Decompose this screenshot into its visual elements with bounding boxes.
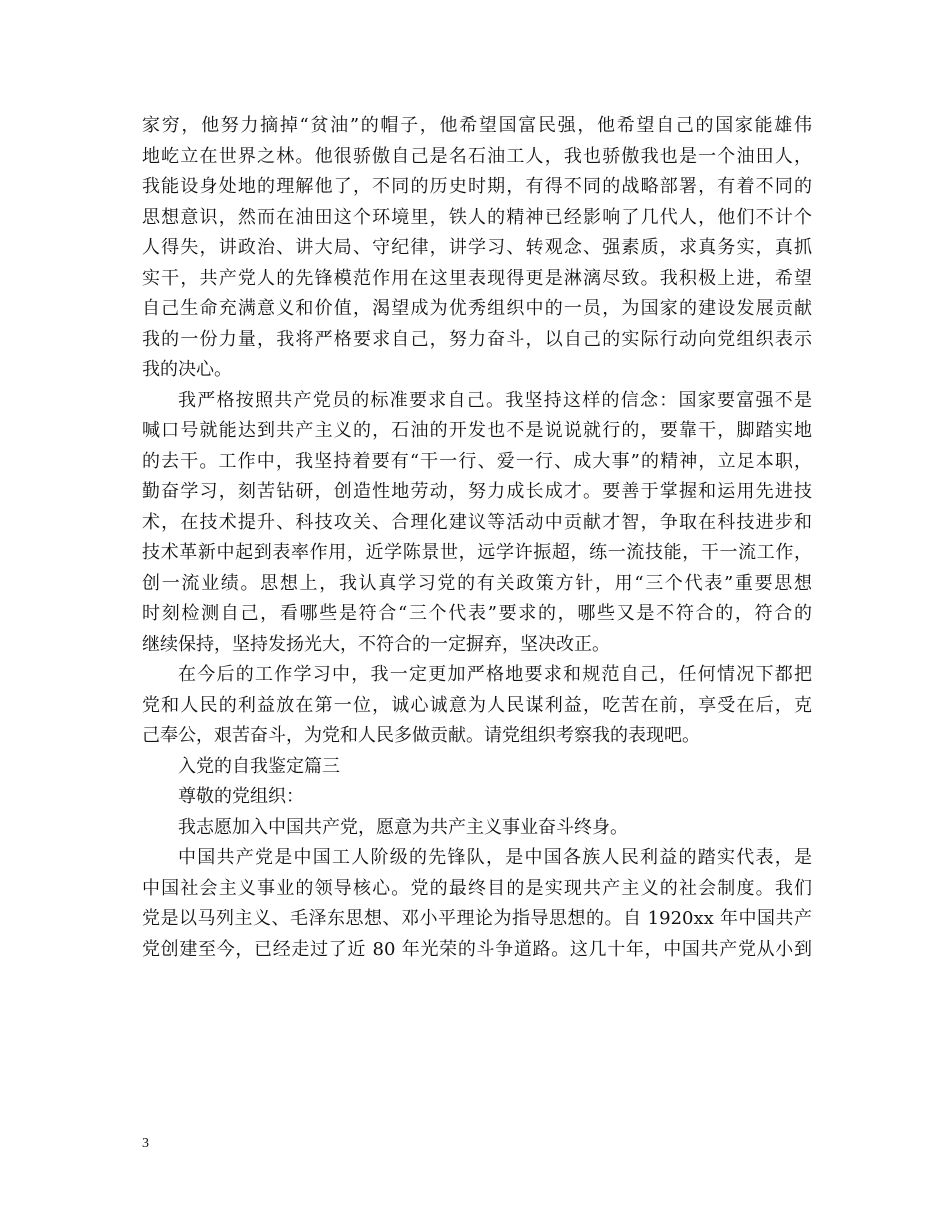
- text-line-3: 我能设身处地的理解他了，不同的历史时期，有得不同的战略部署，有着不同的: [142, 176, 812, 197]
- text-line-15: 技术革新中起到表率作用，近学陈景世，远学许振超，练一流技能，干一流工作，: [142, 542, 812, 563]
- text-line-7: 自己生命充满意义和价值，渴望成为优秀组织中的一员，为国家的建设发展贡献: [142, 298, 812, 319]
- text-line-13: 勤奋学习，刻苦钻研，创造性地劳动，努力成长成才。要善于掌握和运用先进技: [142, 481, 812, 502]
- text-line-10: 我严格按照共产党员的标准要求自己。我坚持这样的信念：国家要富强不是: [178, 389, 812, 411]
- text-line-21: 己奉公，艰苦奋斗，为党和人民多做贡献。请党组织考察我的表现吧。: [142, 725, 700, 746]
- text-line-16: 创一流业绩。思想上，我认真学习党的有关政策方针，用“三个代表”重要思想: [142, 572, 812, 594]
- text-line-8: 我的一份力量，我将严格要求自己，努力奋斗，以自己的实际行动向党组织表示: [142, 328, 812, 350]
- text-line-27: 党是以马列主义、毛泽东思想、邓小平理论为指导思想的。自 1920xx 年中国共产: [142, 908, 812, 929]
- text-line-18: 继续保持，坚持发扬光大，不符合的一定摒弃，坚决改正。: [142, 633, 610, 655]
- text-line-20: 党和人民的利益放在第一位，诚心诚意为人民谋利益，吃苦在前，享受在后，克: [142, 694, 812, 716]
- text-line-11: 喊口号就能达到共产主义的，石油的开发也不是说说就行的，要靠干，脚踏实地: [142, 420, 812, 441]
- text-line-4: 思想意识，然而在油田这个环境里，铁人的精神已经影响了几代人，他们不计个: [142, 206, 812, 228]
- text-line-17: 时刻检测自己，看哪些是符合“三个代表”要求的，哪些又是不符合的，符合的: [142, 603, 812, 624]
- body-text: [142, 111, 812, 965]
- text-line-12: 的去干。工作中，我坚持着要有“干一行、爱一行、成大事”的精神，立足本职，: [142, 450, 812, 472]
- text-line-26: 中国社会主义事业的领导核心。党的最终目的是实现共产主义的社会制度。我们: [142, 877, 812, 899]
- text-line-9: 我的决心。: [142, 359, 232, 380]
- section-heading: 入党的自我鉴定篇三: [178, 755, 340, 777]
- text-line-1: 家穷，他努力摘掉“贫油”的帽子，他希望国富民强，他希望自己的国家能雄伟: [142, 115, 812, 136]
- text-line-6: 实干，共产党人的先锋模范作用在这里表现得更是淋漓尽致。我积极上进，希望: [142, 267, 812, 289]
- text-line-24: 我志愿加入中国共产党，愿意为共产主义事业奋斗终身。: [178, 816, 628, 838]
- text-line-25: 中国共产党是中国工人阶级的先锋队，是中国各族人民利益的踏实代表，是: [178, 847, 812, 868]
- page-number: 3: [142, 1136, 149, 1151]
- text-line-2: 地屹立在世界之林。他很骄傲自己是名石油工人，我也骄傲我也是一个油田人，: [142, 145, 812, 167]
- text-line-19: 在今后的工作学习中，我一定更加严格地要求和规范自己，任何情况下都把: [178, 664, 812, 685]
- text-line-28: 党创建至今，已经走过了近 80 年光荣的斗争道路。这几十年，中国共产党从小到: [142, 938, 812, 960]
- text-line-5: 人得失，讲政治、讲大局、守纪律，讲学习、转观念、强素质，求真务实，真抓: [142, 237, 812, 258]
- salutation: 尊敬的党组织：: [178, 786, 304, 807]
- text-line-14: 术，在技术提升、科技攻关、合理化建议等活动中贡献才智，争取在科技进步和: [142, 511, 812, 533]
